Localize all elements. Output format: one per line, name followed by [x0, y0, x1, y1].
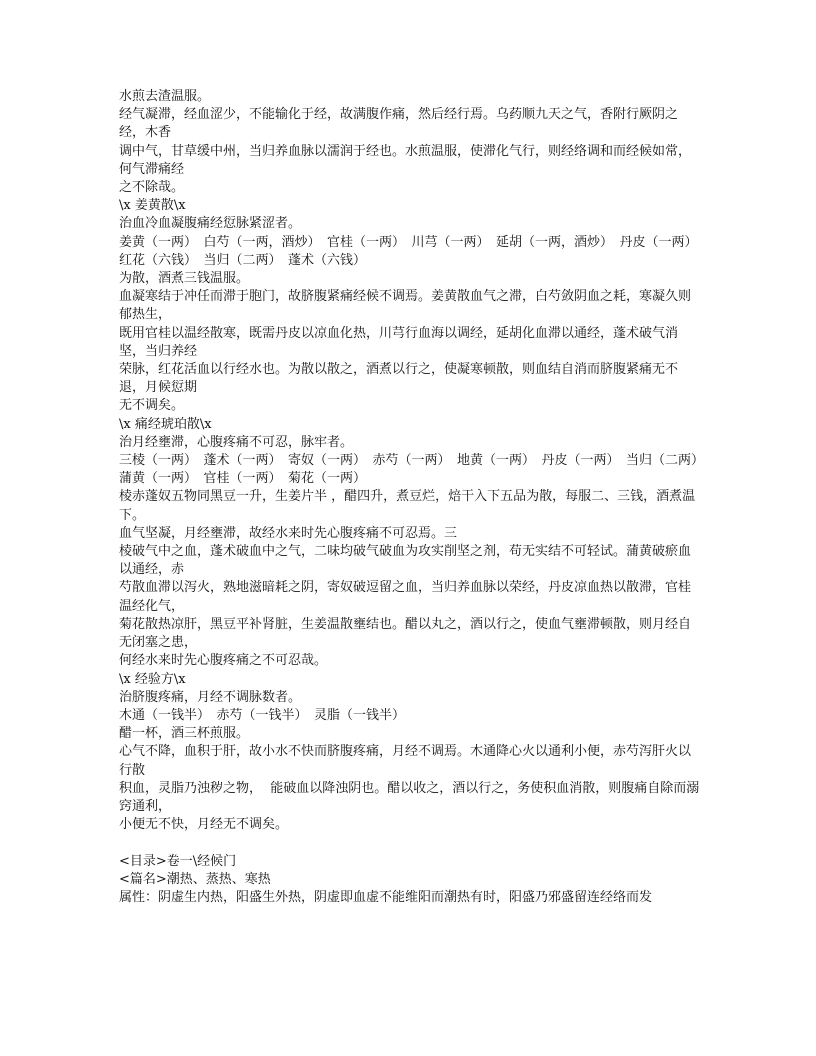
text-line: 治血冷血凝腹痛经愆脉紧涩者。 — [119, 216, 302, 232]
text-line: 心气不降，血积于肝，故小水不快而脐腹疼痛，月经不调焉。木通降心火以通利小便，赤芍泻肝火以行散 — [119, 744, 692, 778]
text-line: 木通（一钱半） 赤芍（一钱半） 灵脂（一钱半） — [119, 707, 406, 723]
text-line: 水煎去渣温服。 — [119, 89, 211, 104]
document-body — [119, 88, 705, 907]
text-line: 既用官桂以温经散寒，既需丹皮以凉血化热，川芎行血海以调经，延胡化血滞以通经，蓬术破气消坚，当归养经 — [119, 325, 679, 359]
text-line: 小便无不快，月经无不调矣。 — [119, 817, 289, 833]
text-line: 三棱（一两） 蓬术（一两） 寄奴（一两） 赤芍（一两） 地黄（一两） 丹皮（一两） 当归（二两） — [119, 453, 705, 469]
text-line: 为散，酒煮三钱温服。 — [119, 271, 250, 287]
text-line: 治月经壅滞，心腹疼痛不可忍，脉牢者。 — [119, 434, 354, 450]
text-line: 蒲黄（一两） 官桂（一两） 菊花（一两） — [119, 471, 367, 487]
text-line: \x 姜黄散\x — [119, 198, 186, 214]
text-line: 调中气，甘草缓中州，当归养血脉以濡润于经也。水煎温服，使滞化气行，则经络调和而经候如常，何气滞痛经 — [119, 143, 692, 177]
text-line: 红花（六钱） 当归（二两） 蓬术（六钱） — [119, 252, 367, 268]
text-line: 积血，灵脂乃浊秽之物， 能破血以降浊阴也。醋以收之，酒以行之，务使积血消散，则腹痛自除而溺窍通利， — [119, 780, 700, 814]
text-line: 血凝寒结于冲任而滞于胞门，故脐腹紧痛经候不调焉。姜黄散血气之滞，白芍敛阴血之耗，寒凝久则郁热生， — [119, 289, 692, 323]
text-line: \x 经验方\x — [119, 671, 186, 687]
text-line: 芍散血滞以泻火，熟地滋暗耗之阴，寄奴破逗留之血，当归养血脉以荣经，丹皮凉血热以散滞，官桂温经化气， — [119, 580, 692, 614]
text-line: \x 痛经琥珀散\x — [119, 416, 212, 432]
text-line: <篇名>潮热、蒸热、寒热 — [119, 871, 271, 887]
text-line: 醋一杯，酒三杯煎服。 — [119, 726, 250, 742]
text-line: <目录>卷一\经候门 — [119, 853, 237, 869]
text-line: 棱赤蓬奴五物同黑豆一升，生姜片半 ，醋四升，煮豆烂，焙干入下五品为散，每服二、三钱，酒煮温下。 — [119, 489, 696, 523]
text-line: 棱破气中之血，蓬术破血中之气，二味均破气破血为攻实削坚之剂，苟无实结不可轻试。蒲黄破瘀血以通经，赤 — [119, 544, 692, 578]
text-line: 经气凝滞，经血涩少，不能输化于经，故满腹作痛，然后经行焉。乌药顺九天之气，香附行厥阴之经，木香 — [119, 107, 679, 141]
text-line: 无不调矣。 — [119, 398, 185, 414]
text-line: 姜黄（一两） 白芍（一两，酒炒） 官桂（一两） 川芎（一两） 延胡（一两，酒炒） 丹皮（一两） — [119, 234, 698, 250]
blank-line — [119, 834, 701, 852]
text-line: 之不除哉。 — [119, 180, 185, 196]
text-line: 属性：阴虚生内热，阳盛生外热，阴虚即血虚不能维阳而潮热有时，阳盛乃邪盛留连经络而发 — [119, 889, 653, 905]
text-line: 菊花散热凉肝，黑豆平补肾脏，生姜温散壅结也。醋以丸之，酒以行之，使血气壅滞顿散，则月经自无闭塞之患， — [119, 616, 692, 651]
text-line: 荣脉，红花活血以行经水也。为散以散之，酒煮以行之，使凝寒顿散，则血结自消而脐腹紧痛无不退，月候愆期 — [119, 362, 679, 396]
text-line: 治脐腹疼痛，月经不调脉数者。 — [119, 689, 302, 705]
text-line: 何经水来时先心腹疼痛之不可忍哉。 — [119, 653, 328, 669]
text-line: 血气坚凝，月经壅滞，故经水来时先心腹疼痛不可忍焉。三 — [119, 525, 458, 541]
